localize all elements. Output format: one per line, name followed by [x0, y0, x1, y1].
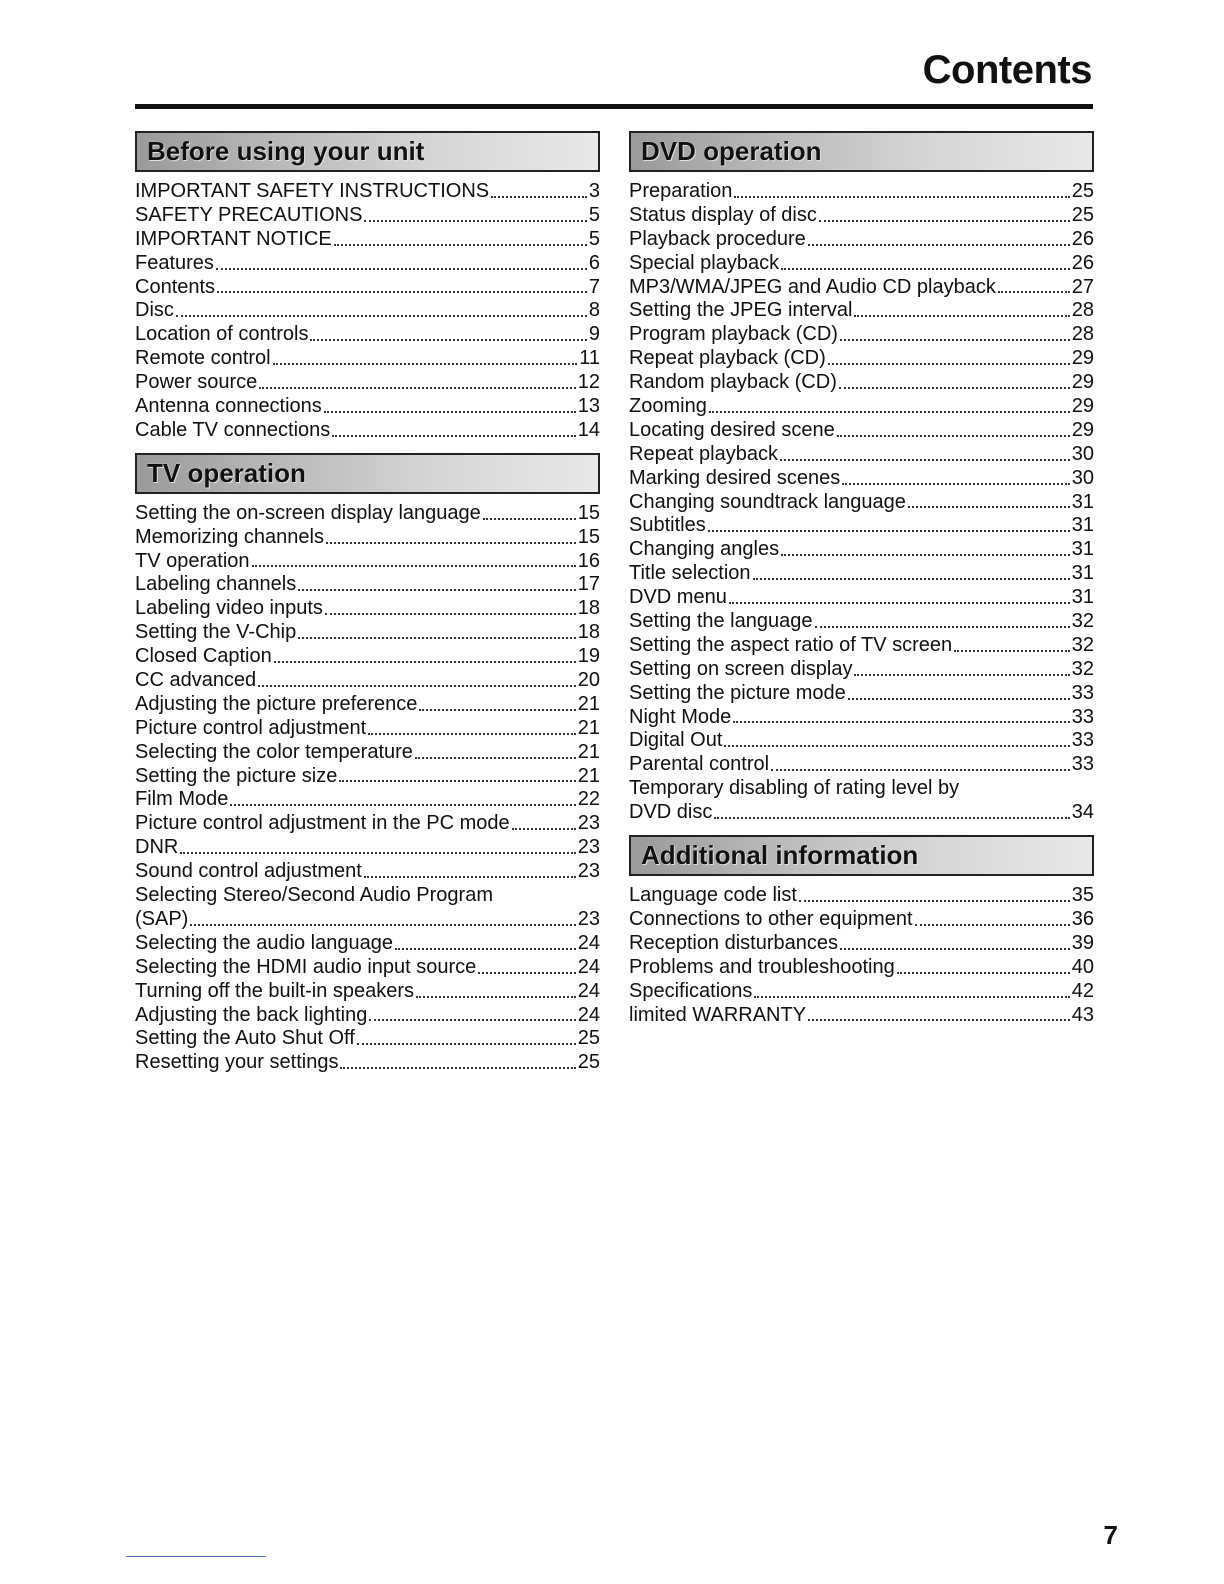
dot-leader — [273, 363, 578, 365]
toc-entry[interactable] — [629, 419, 1094, 443]
toc-entry-label: Labeling channels — [135, 573, 297, 596]
toc-entry[interactable] — [135, 371, 600, 395]
toc-page-number: 14 — [577, 418, 600, 441]
page-number: 7 — [1103, 1520, 1118, 1550]
dot-leader — [357, 1043, 576, 1045]
toc-entry-label: Zooming — [629, 395, 707, 418]
dot-leader — [369, 1019, 575, 1021]
toc-page-number: 24 — [577, 979, 600, 1002]
toc-entry[interactable] — [629, 932, 1094, 956]
section-header-before-using — [135, 131, 600, 172]
toc-entry-label: CC advanced — [135, 669, 257, 692]
toc-entry[interactable] — [629, 276, 1094, 300]
dot-leader — [781, 554, 1070, 556]
dot-leader — [771, 769, 1070, 771]
toc-entry-label: Repeat playback (CD) — [629, 347, 826, 370]
toc-entry-label: Problems and troubleshooting — [629, 955, 895, 978]
toc-page-number: 25 — [577, 1027, 600, 1050]
toc-page-number: 33 — [1071, 753, 1094, 776]
dot-leader — [364, 220, 586, 222]
toc-entry-label: Reception disturbances — [629, 931, 839, 954]
toc-entry[interactable] — [135, 526, 600, 550]
dot-leader — [252, 565, 576, 567]
toc-entry[interactable] — [135, 1051, 600, 1075]
toc-page-number: 40 — [1071, 955, 1094, 978]
dot-leader — [230, 804, 575, 806]
dot-leader — [298, 589, 576, 591]
toc-page-number: 22 — [577, 788, 600, 811]
toc-entry-label: Closed Caption — [135, 645, 272, 668]
toc-entry-label: Picture control adjustment — [135, 716, 367, 739]
toc-entry[interactable] — [629, 884, 1094, 908]
toc-entry-label: IMPORTANT NOTICE — [135, 227, 332, 250]
toc-entry-label: Film Mode — [135, 788, 229, 811]
toc-entry[interactable] — [629, 514, 1094, 538]
toc-entry[interactable] — [629, 562, 1094, 586]
dot-leader — [708, 530, 1070, 532]
toc-entry-label: limited WARRANTY — [629, 1003, 807, 1026]
toc-page-number: 23 — [577, 836, 600, 859]
toc-entry-label: IMPORTANT SAFETY INSTRUCTIONS — [135, 180, 490, 202]
toc-entry-label: Selecting Stereo/Second Audio Program — [135, 884, 493, 907]
toc-entry[interactable] — [629, 228, 1094, 252]
toc-entry-label: (SAP) — [135, 907, 189, 930]
dot-leader — [334, 244, 587, 246]
toc-entry[interactable] — [135, 276, 600, 300]
toc-page-number: 33 — [1071, 681, 1094, 704]
toc-entry-label: Contents — [135, 275, 216, 298]
toc-entry-label: Night Mode — [629, 705, 732, 728]
dot-leader — [724, 745, 1069, 747]
dot-leader — [298, 637, 576, 639]
section-header-additional-information — [629, 835, 1094, 876]
dot-leader — [274, 661, 576, 663]
toc-list-additional-information — [629, 884, 1094, 1027]
toc-entry[interactable] — [629, 299, 1094, 323]
toc-entry[interactable] — [629, 706, 1094, 730]
toc-entry-label: Locating desired scene — [629, 418, 835, 441]
toc-entry[interactable] — [135, 299, 600, 323]
toc-entry-label: Setting the picture mode — [629, 681, 846, 704]
dot-leader — [808, 1019, 1070, 1021]
section-heading: Before using your unit — [147, 136, 425, 166]
toc-entry[interactable] — [629, 980, 1094, 1004]
toc-page-number: 24 — [577, 931, 600, 954]
toc-entry[interactable] — [135, 347, 600, 371]
dot-leader — [259, 387, 575, 389]
toc-page-number: 39 — [1071, 931, 1094, 954]
dot-leader — [780, 459, 1070, 461]
toc-entry[interactable] — [629, 658, 1094, 682]
toc-page-number: 8 — [588, 299, 600, 322]
toc-entry-label: Preparation — [629, 180, 733, 202]
page-title: Contents — [922, 48, 1092, 92]
toc-entry-label: Setting the on-screen display language — [135, 501, 481, 524]
toc-entry[interactable] — [629, 1004, 1094, 1028]
dot-leader — [729, 602, 1070, 604]
toc-entry-label: Language code list — [629, 884, 797, 907]
toc-page-number: 29 — [1071, 395, 1094, 418]
toc-page-number: 27 — [1071, 275, 1094, 298]
toc-entry-label: Connections to other equipment — [629, 907, 913, 930]
dot-leader — [753, 578, 1070, 580]
toc-entry[interactable] — [135, 419, 600, 443]
toc-entry-label: Setting the Auto Shut Off — [135, 1027, 355, 1050]
toc-page-number: 36 — [1071, 907, 1094, 930]
toc-entry[interactable] — [629, 252, 1094, 276]
toc-page-number: 34 — [1071, 801, 1094, 824]
toc-entry[interactable] — [135, 395, 600, 419]
toc-page-number: 31 — [1071, 538, 1094, 561]
dot-leader — [258, 685, 576, 687]
toc-entry-continuation[interactable] — [135, 908, 600, 932]
toc-entry[interactable] — [135, 717, 600, 741]
dot-leader — [512, 828, 576, 830]
dot-leader — [848, 698, 1070, 700]
dot-leader — [908, 506, 1070, 508]
toc-entry[interactable] — [135, 204, 600, 228]
toc-entry[interactable] — [629, 729, 1094, 753]
toc-entry-label: MP3/WMA/JPEG and Audio CD playback — [629, 275, 996, 298]
dot-leader — [714, 817, 1069, 819]
dot-leader — [854, 315, 1069, 317]
section-header-dvd-operation — [629, 131, 1094, 172]
toc-entry-label: Antenna connections — [135, 395, 322, 418]
toc-entry-label: Setting the V-Chip — [135, 621, 297, 644]
toc-entry[interactable] — [135, 765, 600, 789]
toc-entry[interactable] — [135, 621, 600, 645]
toc-page-number: 24 — [577, 1003, 600, 1026]
dot-leader — [491, 196, 587, 198]
toc-entry-label: DVD menu — [629, 586, 727, 609]
dot-leader — [828, 363, 1070, 365]
toc-entry[interactable] — [629, 467, 1094, 491]
dot-leader — [324, 411, 576, 413]
toc-page-number: 13 — [577, 395, 600, 418]
toc-entry-label: Repeat playback — [629, 442, 778, 465]
toc-page-number: 21 — [577, 764, 600, 787]
dot-leader — [483, 518, 576, 520]
toc-page-number: 42 — [1071, 979, 1094, 1002]
toc-entry-label: Temporary disabling of rating level by — [629, 777, 960, 800]
toc-page-number: 21 — [577, 740, 600, 763]
toc-entry[interactable] — [629, 634, 1094, 658]
toc-entry-label: Digital Out — [629, 729, 723, 752]
right-column — [629, 131, 1094, 1037]
dot-leader — [915, 924, 1070, 926]
toc-entry-label: Marking desired scenes — [629, 466, 841, 489]
toc-page-number: 23 — [577, 812, 600, 835]
toc-page-number: 28 — [1071, 323, 1094, 346]
toc-page-number: 23 — [577, 860, 600, 883]
toc-entry[interactable] — [135, 252, 600, 276]
toc-page-number: 17 — [577, 573, 600, 596]
dot-leader — [415, 757, 576, 759]
toc-page-number: 28 — [1071, 299, 1094, 322]
toc-entry[interactable] — [135, 502, 600, 526]
toc-page-number: 16 — [577, 549, 600, 572]
toc-entry[interactable] — [135, 932, 600, 956]
dot-leader — [180, 852, 575, 854]
toc-entry-label: Specifications — [629, 979, 753, 1002]
toc-page-number: 25 — [1071, 203, 1094, 226]
toc-page-number: 19 — [577, 645, 600, 668]
toc-page-number: 31 — [1071, 586, 1094, 609]
toc-entry[interactable] — [135, 180, 600, 204]
toc-entry-label: Status display of disc — [629, 203, 817, 226]
dot-leader — [837, 435, 1070, 437]
section-heading: DVD operation — [641, 136, 822, 166]
section-header-tv-operation — [135, 453, 600, 494]
toc-entry-label: Program playback (CD) — [629, 323, 838, 346]
dot-leader — [190, 924, 575, 926]
toc-page-number: 5 — [588, 227, 600, 250]
toc-entry-label: Setting the picture size — [135, 764, 338, 787]
dot-leader — [754, 996, 1069, 998]
toc-page-number: 21 — [577, 692, 600, 715]
dot-leader — [326, 542, 576, 544]
dot-leader — [819, 220, 1070, 222]
toc-entry[interactable] — [629, 204, 1094, 228]
toc-entry[interactable] — [135, 812, 600, 836]
toc-page-number: 21 — [577, 716, 600, 739]
dot-leader — [954, 650, 1070, 652]
toc-page-number: 15 — [577, 501, 600, 524]
toc-entry-label: Special playback — [629, 251, 780, 274]
toc-page-number: 32 — [1071, 633, 1094, 656]
toc-entry[interactable] — [629, 371, 1094, 395]
toc-page-number: 15 — [577, 525, 600, 548]
toc-entry[interactable] — [135, 956, 600, 980]
toc-page-number: 26 — [1071, 227, 1094, 250]
toc-entry[interactable] — [629, 610, 1094, 634]
toc-entry-label: Setting the aspect ratio of TV screen — [629, 633, 953, 656]
dot-leader — [176, 315, 587, 317]
toc-entry-label: Memorizing channels — [135, 525, 324, 548]
toc-entry-label: Features — [135, 251, 214, 274]
toc-entry[interactable] — [135, 788, 600, 812]
toc-entry-label: Subtitles — [629, 514, 706, 537]
toc-entry[interactable] — [135, 597, 600, 621]
toc-page-number: 6 — [588, 251, 600, 274]
toc-page-number: 26 — [1071, 251, 1094, 274]
title-rule — [135, 104, 1093, 109]
toc-entry[interactable] — [629, 586, 1094, 610]
dot-leader — [897, 972, 1070, 974]
left-column — [135, 131, 600, 1085]
toc-entry-label: Changing soundtrack language — [629, 490, 906, 513]
toc-entry-label: DVD disc — [629, 801, 713, 824]
dot-leader — [808, 244, 1070, 246]
toc-entry-label: Cable TV connections — [135, 418, 331, 441]
dot-leader — [478, 972, 575, 974]
section-heading: TV operation — [147, 457, 306, 488]
toc-entry[interactable] — [135, 693, 600, 717]
toc-page-number: 23 — [577, 907, 600, 930]
toc-page-number: 30 — [1071, 442, 1094, 465]
toc-entry[interactable] — [629, 180, 1094, 204]
dot-leader — [781, 268, 1070, 270]
dot-leader — [416, 996, 576, 998]
toc-entry-label: Random playback (CD) — [629, 371, 837, 394]
toc-page-number: 29 — [1071, 371, 1094, 394]
toc-entry-label: Selecting the color temperature — [135, 740, 413, 763]
toc-entry-label: Setting the language — [629, 610, 813, 633]
toc-entry-label: Title selection — [629, 562, 751, 585]
toc-entry-label: Adjusting the back lighting — [135, 1003, 368, 1026]
toc-entry-label: Power source — [135, 371, 258, 394]
dot-leader — [840, 339, 1070, 341]
toc-page-number: 32 — [1071, 657, 1094, 680]
toc-entry[interactable] — [135, 669, 600, 693]
section-heading: Additional information — [641, 840, 919, 871]
dot-leader — [854, 674, 1069, 676]
dot-leader — [709, 411, 1070, 413]
dot-leader — [815, 626, 1070, 628]
toc-page-number: 33 — [1071, 729, 1094, 752]
dot-leader — [419, 709, 575, 711]
toc-page-number: 24 — [577, 955, 600, 978]
dot-leader — [340, 1067, 575, 1069]
toc-entry-label: Disc — [135, 299, 174, 322]
toc-entry[interactable] — [135, 573, 600, 597]
toc-page-number: 9 — [588, 323, 600, 346]
toc-list-dvd-operation — [629, 180, 1094, 825]
toc-entry-label: Sound control adjustment — [135, 860, 362, 883]
toc-entry[interactable] — [135, 550, 600, 574]
toc-entry-label: SAFETY PRECAUTIONS — [135, 203, 363, 226]
dot-leader — [368, 733, 576, 735]
dot-leader — [842, 483, 1070, 485]
toc-page-number: 31 — [1071, 490, 1094, 513]
toc-entry-label: TV operation — [135, 549, 250, 572]
toc-entry[interactable] — [629, 908, 1094, 932]
toc-entry-label: Selecting the HDMI audio input source — [135, 955, 477, 978]
toc-entry-label: Resetting your settings — [135, 1051, 339, 1074]
toc-entry[interactable] — [629, 395, 1094, 419]
toc-entry-label: Turning off the built-in speakers — [135, 979, 415, 1002]
toc-entry[interactable] — [135, 323, 600, 347]
toc-entry[interactable] — [629, 682, 1094, 706]
dot-leader — [733, 721, 1069, 723]
toc-page-number: 29 — [1071, 347, 1094, 370]
toc-entry[interactable] — [629, 753, 1094, 777]
toc-entry[interactable] — [629, 347, 1094, 371]
toc-entry[interactable] — [135, 836, 600, 860]
toc-page-number: 30 — [1071, 466, 1094, 489]
toc-entry-label: Picture control adjustment in the PC mode — [135, 812, 510, 835]
dot-leader — [840, 948, 1070, 950]
toc-entry-label: DNR — [135, 836, 179, 859]
toc-page-number: 5 — [588, 203, 600, 226]
toc-entry[interactable] — [629, 443, 1094, 467]
toc-page-number: 25 — [1071, 180, 1094, 202]
toc-entry-label: Labeling video inputs — [135, 597, 323, 620]
toc-entry[interactable] — [135, 228, 600, 252]
toc-page-number: 32 — [1071, 610, 1094, 633]
dot-leader — [734, 196, 1069, 198]
toc-entry[interactable] — [135, 741, 600, 765]
toc-page-number: 43 — [1071, 1003, 1094, 1026]
toc-list-tv-operation — [135, 502, 600, 1075]
toc-page-number: 18 — [577, 597, 600, 620]
toc-page-number: 20 — [577, 669, 600, 692]
toc-page-number: 31 — [1071, 562, 1094, 585]
dot-leader — [217, 291, 587, 293]
footer-rule — [126, 1556, 266, 1557]
toc-entry-label: Remote control — [135, 347, 271, 370]
dot-leader — [998, 291, 1070, 293]
toc-page-number: 12 — [577, 371, 600, 394]
toc-entry-label: Location of controls — [135, 323, 309, 346]
dot-leader — [216, 268, 587, 270]
toc-page-number: 31 — [1071, 514, 1094, 537]
toc-entry[interactable] — [629, 956, 1094, 980]
toc-entry-label: Parental control — [629, 753, 770, 776]
toc-entry-label: Setting on screen display — [629, 657, 853, 680]
dot-leader — [799, 900, 1070, 902]
toc-entry[interactable] — [629, 491, 1094, 515]
toc-entry[interactable] — [629, 538, 1094, 562]
toc-page-number: 35 — [1071, 884, 1094, 907]
toc-entry-label: Setting the JPEG interval — [629, 299, 853, 322]
toc-entry-continuation[interactable] — [629, 801, 1094, 825]
toc-entry[interactable] — [135, 1027, 600, 1051]
toc-entry[interactable] — [135, 860, 600, 884]
toc-page-number: 18 — [577, 621, 600, 644]
toc-list-before-using — [135, 180, 600, 443]
dot-leader — [339, 780, 575, 782]
toc-entry[interactable] — [135, 645, 600, 669]
toc-page-number: 3 — [588, 180, 600, 202]
toc-entry[interactable] — [135, 884, 600, 908]
toc-page-number: 25 — [577, 1051, 600, 1074]
dot-leader — [310, 339, 586, 341]
dot-leader — [332, 435, 575, 437]
toc-entry[interactable] — [629, 777, 1094, 801]
dot-leader — [325, 613, 576, 615]
toc-entry-label: Adjusting the picture preference — [135, 692, 418, 715]
toc-entry[interactable] — [135, 980, 600, 1004]
toc-entry-label: Playback procedure — [629, 227, 806, 250]
dot-leader — [395, 948, 576, 950]
toc-page-number: 11 — [579, 347, 600, 370]
dot-leader — [364, 876, 576, 878]
toc-entry-label: Changing angles — [629, 538, 780, 561]
toc-entry[interactable] — [629, 323, 1094, 347]
dot-leader — [839, 387, 1070, 389]
toc-page-number: 33 — [1071, 705, 1094, 728]
toc-page-number: 29 — [1071, 418, 1094, 441]
toc-entry-label: Selecting the audio language — [135, 931, 393, 954]
toc-entry[interactable] — [135, 1004, 600, 1028]
toc-page-number: 7 — [588, 275, 600, 298]
